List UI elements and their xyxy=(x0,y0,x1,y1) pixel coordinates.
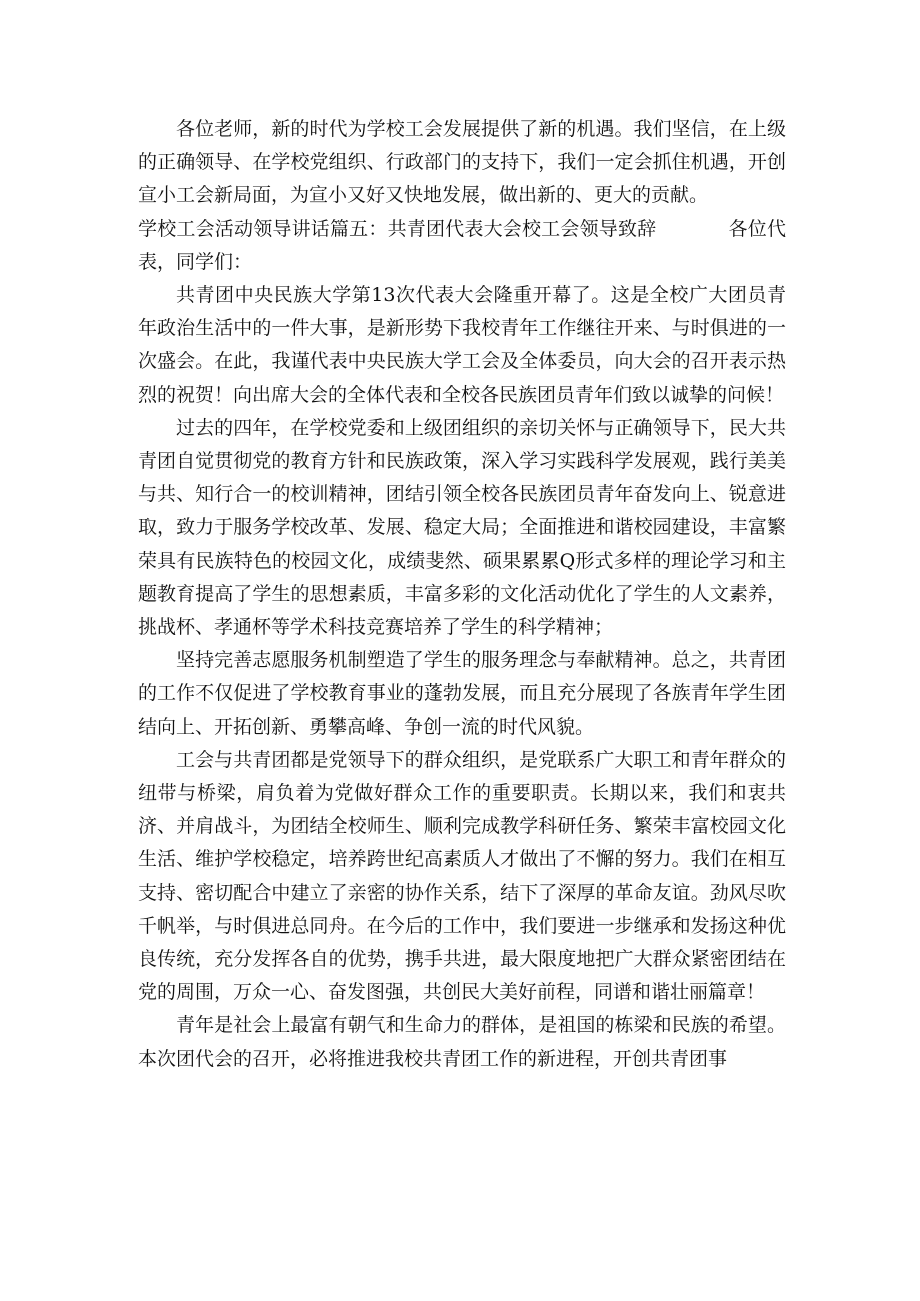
salutation-rest: 位代表，同学们： xyxy=(138,217,786,273)
document-body xyxy=(138,113,786,1076)
body-paragraph-5: 青年是社会上最富有朝气和生命力的群体，是祖国的栋梁和民族的希望。本次团代会的召开，必将推进我校共青团工作的新进程，开创共青团事 xyxy=(138,1014,786,1070)
section-title: 学校工会活动领导讲话篇五：共青团代表大会校工会领导致辞 xyxy=(138,217,657,240)
body-paragraph-4: 工会与共青团都是党领导下的群众组织，是党联系广大职工和青年群众的纽带与桥梁，肩负着为党做好群众工作的重要职责。长期以来，我们和衷共济、并肩战斗，为团结全校师生、顺利完成教学科研任务、繁荣丰富校园文化生活、维护学校稳定，培养跨世纪高素质人才做出了不懈的努力。我们在相互支持、密切配合中建立了亲密的协作关系，结下了深厚的革命友谊。劲风尽吹千帆举，与时俱进总同舟。在今后的工作中，我们要进一步继承和发扬这种优良传统，充分发挥各自的优势，携手共进，最大限度地把广大群众紧密团结在党的周围，万众一心、奋发图强，共创民大美好前程，同谱和谐壮丽篇章！ xyxy=(138,748,786,1004)
body-paragraph-2: 过去的四年，在学校党委和上级团组织的亲切关怀与正确领导下，民大共青团自觉贯彻党的教育方针和民族政策，深入学习实践科学发展观，践行美美与共、知行合一的校训精神，团结引领全校各民族团员青年奋发向上、锐意进取，致力于服务学校改革、发展、稳定大局；全面推进和谐校园建设，丰富繁荣具有民族特色的校园文化，成绩斐然、硕果累累Q形式多样的理论学习和主题教育提高了学生的思想素质，丰富多彩的文化活动优化了学生的人文素养，挑战杯、孝通杯等学术科技竞赛培养了学生的科学精神； xyxy=(138,416,786,639)
body-paragraph-1: 共青团中央民族大学第13次代表大会隆重开幕了。这是全校广大团员青年政治生活中的一件大事，是新形势下我校青年工作继往开来、与时俱进的一次盛会。在此，我谨代表中央民族大学工会及全体委员，向大会的召开表示热烈的祝贺！向出席大会的全体代表和全校各民族团员青年们致以诚挚的问候！ xyxy=(138,284,786,406)
section-title-line xyxy=(138,213,786,279)
salutation-start: 各 xyxy=(728,217,748,240)
opening-paragraph: 各位老师，新的时代为学校工会发展提供了新的机遇。我们坚信，在上级的正确领导、在学校党组织、行政部门的支持下，我们一定会抓住机遇，开创宣小工会新局面，为宣小又好又快地发展，做出新的、更大的贡献。 xyxy=(138,118,786,207)
body-paragraph-3: 坚持完善志愿服务机制塑造了学生的服务理念与奉献精神。总之，共青团的工作不仅促进了学校教育事业的蓬勃发展，而且充分展现了各族青年学生团结向上、开拓创新、勇攀高峰、争创一流的时代风貌。 xyxy=(138,649,786,738)
